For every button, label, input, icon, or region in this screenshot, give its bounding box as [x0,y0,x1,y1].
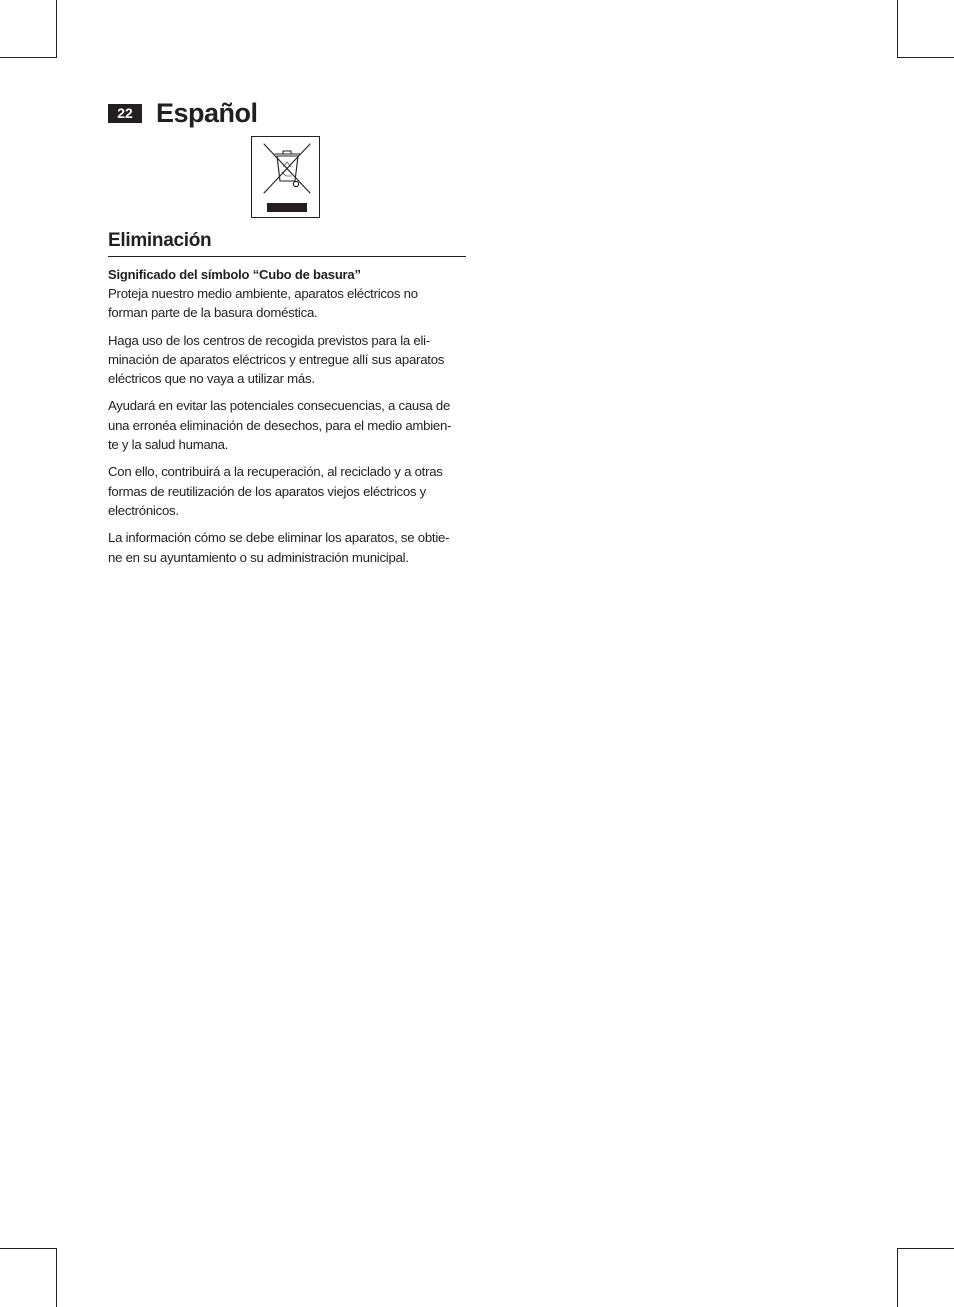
paragraph: Haga uso de los centros de recogida previstos para la eli- minación de aparatos eléctricos y entregue allí sus aparatos eléctricos que no vaya a utilizar más. [108,332,445,387]
page-number-badge: 22 [108,104,142,123]
crop-mark-bottom-right-horizontal [897,1248,954,1249]
crop-mark-bottom-left-horizontal [0,1248,57,1249]
crop-mark-top-right-vertical [897,0,898,58]
symbol-meaning-subheading: Significado del símbolo “Cubo de basura” [108,267,361,282]
crop-mark-top-right-horizontal [897,57,954,58]
paragraph: Ayudará en evitar las potenciales consecuencias, a causa de una erronéa eliminación de desechos, para el medio ambien- te y la salud humana. [108,398,452,453]
page-title: Español [156,98,258,128]
crop-mark-bottom-left-vertical [56,1248,57,1307]
section-heading: Eliminación [108,227,466,257]
paragraph: Con ello, contribuirá a la recuperación, al reciclado y a otras formas de reutilización de los aparatos viejos eléctricos y electrónicos. [108,464,443,518]
crop-mark-bottom-right-vertical [897,1248,898,1307]
paragraph: Proteja nuestro medio ambiente, aparatos eléctricos no forman parte de la basura doméstica. [108,286,418,321]
disposal-section [108,227,466,575]
paragraph: La información cómo se debe eliminar los aparatos, se obtie- ne en su ayuntamiento o su administración municipal. [108,530,450,565]
crop-mark-top-left-vertical [56,0,57,58]
crop-mark-top-left-horizontal [0,57,57,58]
crossed-out-wheelie-bin-icon [251,136,320,218]
weee-bar [267,203,307,212]
crossed-out-wheelie-bin-graphic [252,137,318,216]
